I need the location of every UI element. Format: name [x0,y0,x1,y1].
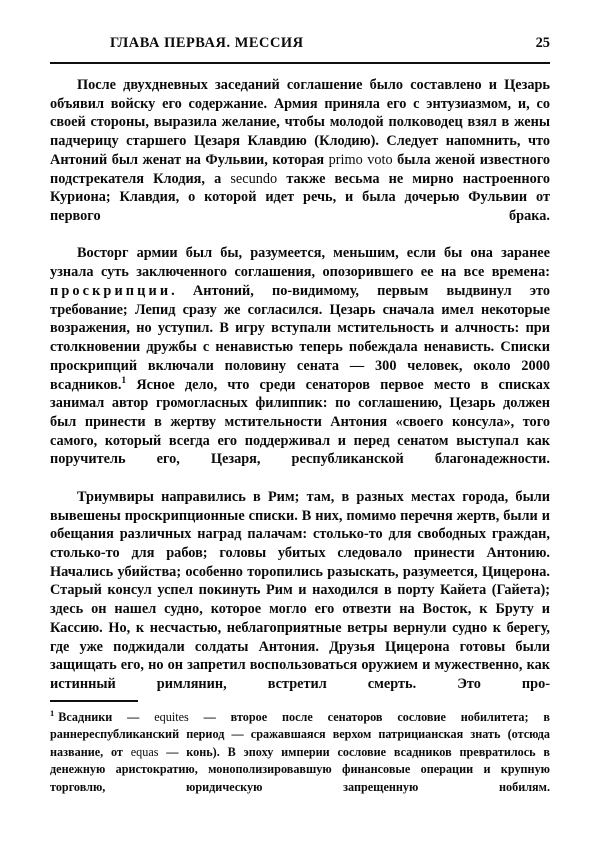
footnote-marker: 1 [50,707,55,718]
footnote-separator-rule [50,700,138,702]
latin-phrase: secundo [230,170,278,187]
body-text [50,76,550,712]
footnote-text: $^1$ Всадники — equites — второе после сенаторов сословие нобилитета; в раннереспубликанский период — сражавшаяся верхом патрицианская знать (отсюда название, от equas — конь). В эпоху империи сословие всадников превратилось в денежную аристократию, монополизировавшую финансовые операции и крупную торговлю, юридическую запрещенную нобилям. [50,707,551,794]
letterspaced-emphasis: проскрипции [50,282,172,299]
paragraph: Восторг армии был бы, разумеется, меньшим, если бы она заранее узнала суть заключенного соглашения, опозорившего ее на все времена: проскрипции. Антоний, по-видимому, первым выдвинул это требование; Лепид сразу же согласился. Цезарь сначала имел некоторые возражения, но уступил. В игру вступали мстительность и алчность: при столкновении дружбы с ненавистью теперь побеждала ненависть. Списки проскрипций включали половину сената — 300 человек, около 2000 всадников.$^1$ Ясное дело, что среди сенаторов первое место в списках занимал автор громогласных филиппик: по соглашению, Цезарь должен был принести в жертву мстительности Антония «своего консула», того самого, который всегда его поддерживал и перед сенатом выступал как поручитель его, Цезаря, республиканской благонадежности. [50,245,550,468]
paragraph: После двухдневных заседаний соглашение было составлено и Цезарь объявил войску его содержание. Армия приняла его с энтузиазмом, и, со своей стороны, выразила желание, чтобы молодой полководец взял в жены падчерицу старшего Цезаря Клавдию (Клодию). Следует напомнить, что Антоний был женат на Фульвии, которая primo voto была женой известного подстрекателя Клодия, а secundo также весьма не мирно настроенного Куриона; Клавдия, о которой идет речь, и была дочерью Фульвии от первого брака. [50,77,551,225]
page-title: ГЛАВА ПЕРВАЯ. МЕССИЯ [110,35,304,51]
latin-phrase: equites [154,710,189,724]
latin-phrase: equas [130,744,159,759]
running-header [50,36,550,58]
latin-phrase: primo voto [328,151,393,168]
header-rule [50,62,550,64]
footnote-reference[interactable]: 1 [121,375,127,386]
paragraph: Триумвиры направились в Рим; там, в разных местах города, были вывешены проскрипционные списки. В них, помимо перечня жертв, были и обещания различных наград палачам: столько-то для свободных граждан, столько-то для рабов; головы убитых следовало принести Антонию. Начались убийства; особенно торопились разыскать, разумеется, Цицерона. Старый консул успел покинуть Рим и находился в порту Кайета (Гайета); здесь он нашел судно, которое могло его отвезти на Восток, к Бруту и Кассию. Но, к несчастью, неблагоприятные ветры вернули судно к берегу, где уже поджидали солдаты Антония. Друзья Цицерона готовы были защищать его, но он запретил воспользоваться оружием и мужественно, как истинный римлянин, встретил смерть. Это про- [50,488,550,692]
footnote-block [50,709,550,813]
page-number: 25 [535,35,550,51]
